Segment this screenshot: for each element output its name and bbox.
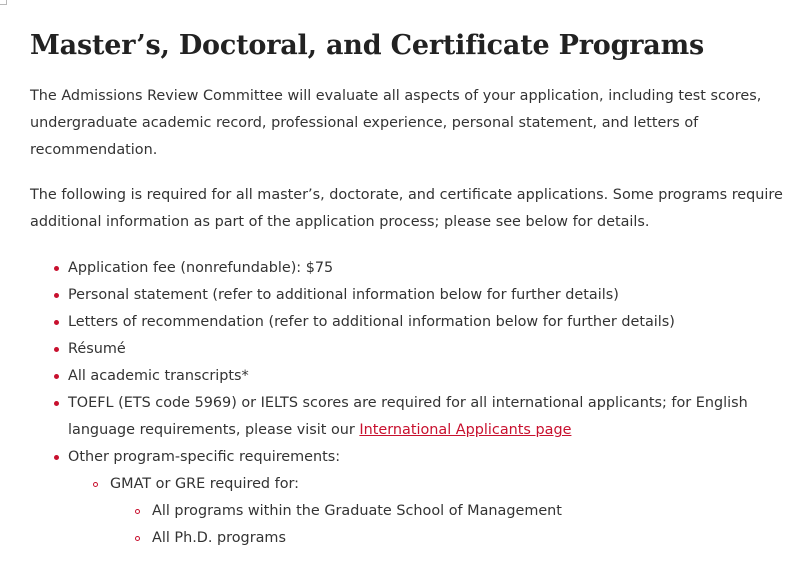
circle-bullet-icon: [135, 536, 140, 541]
main-content: [30, 0, 790, 552]
list-item: [30, 390, 790, 444]
bullet-icon: [54, 293, 59, 298]
bullet-icon: [54, 455, 59, 460]
bullet-icon: [54, 320, 59, 325]
international-applicants-link[interactable]: International Applicants page: [359, 422, 572, 438]
list-item: [30, 444, 790, 552]
requirement-other-label: Other program-specific requirements:: [68, 449, 341, 465]
list-item: [30, 363, 790, 390]
gmat-gre-program-phd: All Ph.D. programs: [152, 530, 286, 546]
circle-bullet-icon: [93, 482, 98, 487]
requirement-application-fee: Application fee (nonrefundable): $75: [68, 260, 334, 276]
bullet-icon: [54, 347, 59, 352]
list-item: [30, 255, 790, 282]
list-item: [30, 282, 790, 309]
requirement-toefl-text: TOEFL (ETS code 5969) or IELTS scores are required for all international applicants; for English language requirements, please visit our: [68, 395, 748, 438]
requirement-letters-of-recommendation: Letters of recommendation (refer to additional information below for further details): [68, 314, 675, 330]
list-item: [110, 498, 790, 525]
requirement-personal-statement: Personal statement (refer to additional information below for further details): [68, 287, 619, 303]
page-title: Master’s, Doctoral, and Certificate Programs: [30, 30, 704, 61]
list-item: [30, 336, 790, 363]
requirement-transcripts: All academic transcripts*: [68, 368, 249, 384]
list-item: [68, 471, 790, 552]
circle-bullet-icon: [135, 509, 140, 514]
intro-paragraph: The Admissions Review Committee will evaluate all aspects of your application, including test scores, undergraduate academic record, professional experience, personal statement, and letters of recommendation.: [30, 88, 762, 158]
bullet-icon: [54, 374, 59, 379]
requirement-resume: Résumé: [68, 341, 126, 357]
gmat-gre-label: GMAT or GRE required for:: [110, 476, 300, 492]
requirements-list: [30, 255, 790, 552]
list-item: [30, 309, 790, 336]
page-corner-marker: [0, 0, 7, 5]
gmat-gre-program-graduate-school: All programs within the Graduate School of Management: [152, 503, 562, 519]
bullet-icon: [54, 266, 59, 271]
gmat-gre-programs-list: [110, 498, 790, 552]
bullet-icon: [54, 401, 59, 406]
list-item: [110, 525, 790, 552]
other-requirements-sublist: [68, 471, 790, 552]
requirements-intro-paragraph: The following is required for all master’s, doctorate, and certificate applications. Some programs require additional information as part of the application process; please see below for details.: [30, 187, 783, 230]
